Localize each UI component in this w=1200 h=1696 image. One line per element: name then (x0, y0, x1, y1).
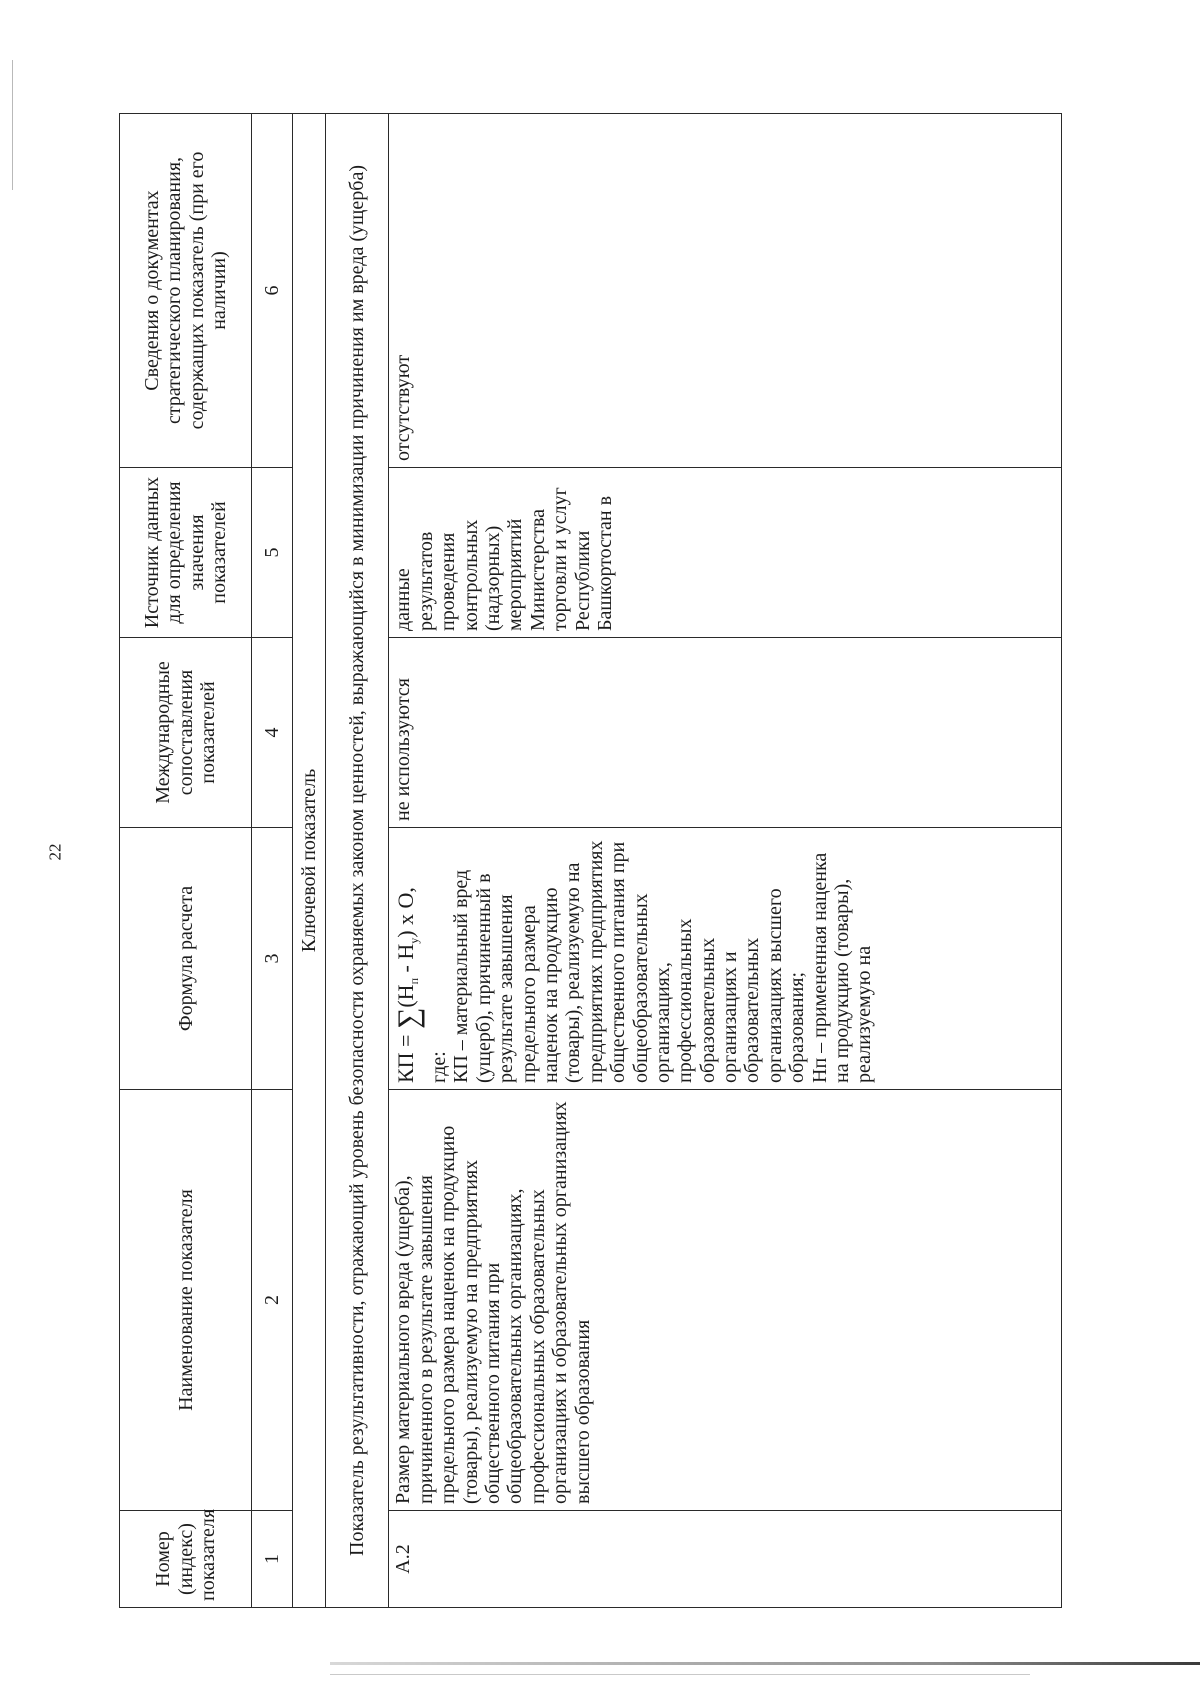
formula-open: (Н (393, 984, 419, 1008)
header-international: Международные сопоставления показателей (120, 638, 252, 828)
header-formula: Формула расчета (120, 828, 252, 1090)
formula-lhs: КП = (393, 1029, 419, 1083)
header-strategic-docs: Сведения о документах стратегического планирования, содержащих показатель (при его наличии) (120, 114, 252, 468)
header-name: Наименование показателя (120, 1090, 252, 1511)
data-source: данные результатов проведения контрольных (надзорных) мероприятий Министерства торговли и услуг Республики Башкортостан в (389, 468, 1062, 638)
formula-subscript-n: п (407, 978, 422, 985)
formula-expression (392, 834, 426, 1083)
column-number: 4 (252, 638, 293, 828)
section-row (293, 114, 326, 1608)
strategic-docs: отсутствуют (389, 114, 1062, 468)
scan-edge-mark (12, 60, 13, 190)
formula-definition-hn: Нп – примененная наценка на продукцию (товары), реализуемую на (808, 852, 876, 1083)
column-number: 2 (252, 1090, 293, 1511)
indicator-table (119, 113, 1062, 1608)
header-source: Источник данных для определения значения показателей (120, 468, 252, 638)
indicator-row (389, 114, 1062, 1608)
header-index: Номер (индекс) показателя (120, 1511, 252, 1608)
indicator-formula-cell (389, 828, 1062, 1090)
column-number: 5 (252, 468, 293, 638)
page-number: 22 (45, 843, 65, 861)
sum-symbol: ∑ (392, 1007, 426, 1030)
international-comparison: не используются (389, 638, 1062, 828)
column-number: 1 (252, 1511, 293, 1608)
indicator-name: Размер материального вреда (ущерба), причиненного в результате завышения предельного размера наценок на продукцию (товары), реализуемую на предприятиях общественного питания при общеобразовательных организациях, профессиональных образовательных организациях и образовательных организациях высшего образования (389, 1090, 1062, 1511)
formula-subscript-y: у (407, 937, 422, 944)
section-subtitle: Показатель результативности, отражающий уровень безопасности охраняемых законом ценностей, выражающийся в минимизации причинения им вреда (ущерба) (326, 114, 389, 1608)
header-row (120, 114, 252, 1608)
section-title: Ключевой показатель (293, 114, 326, 1608)
column-number: 3 (252, 828, 293, 1090)
column-number-row (252, 114, 293, 1608)
formula-minus: - Н (393, 943, 419, 978)
rotated-table-wrapper (119, 114, 1062, 1608)
indicator-index: А.2 (389, 1511, 1062, 1608)
formula-where: где: (428, 1051, 451, 1083)
formula-definition-kp: КП – материальный вред (ущерб), причиненный в результате завышения предельного размера наценок на продукцию (товары), реализуемую на предприятиях предприятиях общественного питания при общеобразовательных организациях, профессиональных образовательных организациях и образовательных организациях высшего образования; (450, 840, 809, 1083)
formula-close: ) х О, (393, 887, 419, 938)
scan-edge-shadow (330, 1662, 1200, 1665)
scan-edge-line (330, 1674, 1030, 1675)
column-number: 6 (252, 114, 293, 468)
subtitle-row (326, 114, 389, 1608)
